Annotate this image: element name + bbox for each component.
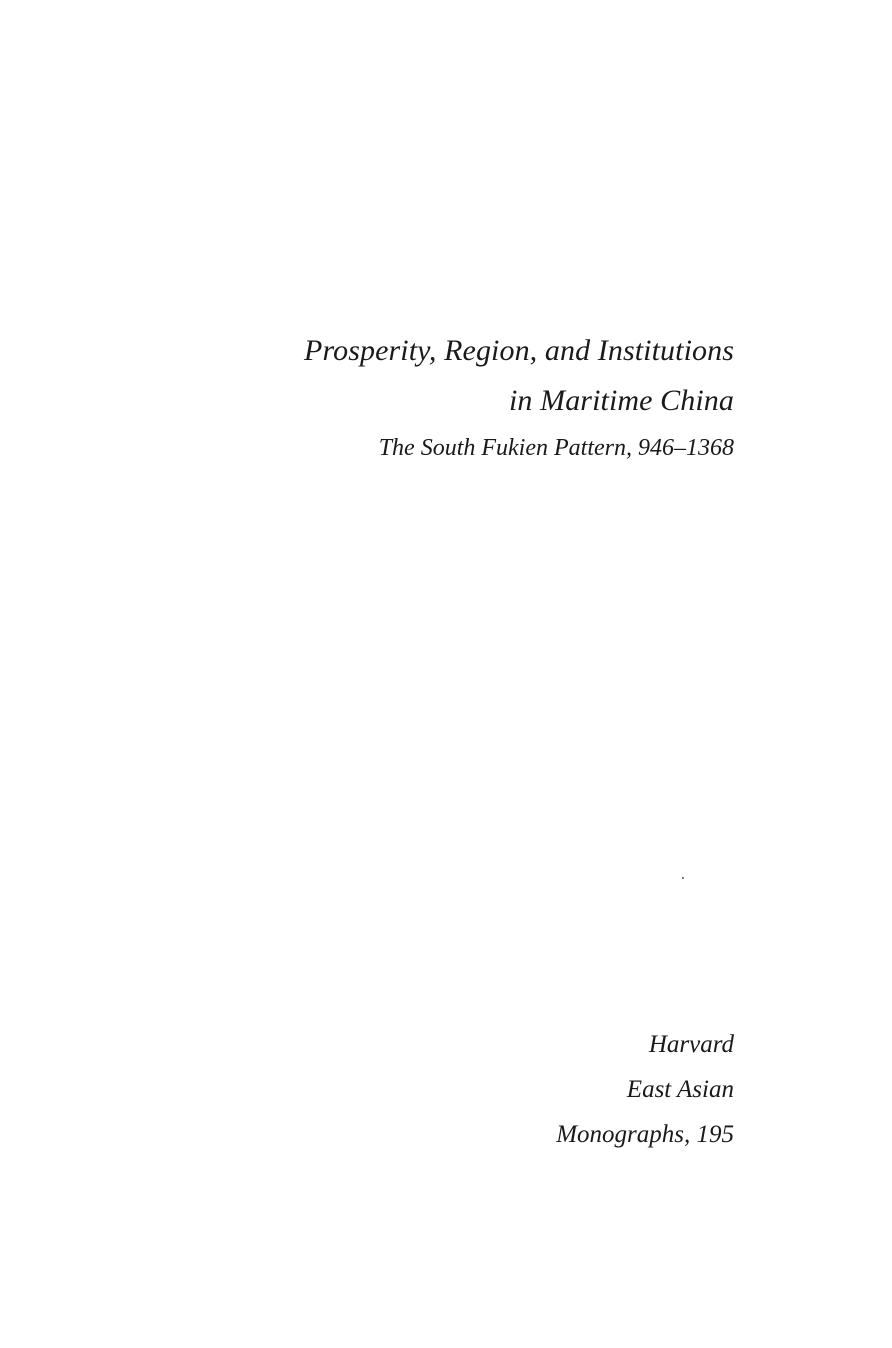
print-speck bbox=[682, 877, 684, 879]
book-title-line-2: in Maritime China bbox=[508, 384, 734, 417]
series-line-2: East Asian bbox=[626, 1076, 734, 1103]
book-subtitle: The South Fukien Pattern, 946–1368 bbox=[378, 435, 734, 461]
book-title-line-1: Prosperity, Region, and Institutions bbox=[304, 334, 734, 367]
series-imprint bbox=[556, 1022, 734, 1157]
book-title-block bbox=[304, 326, 734, 470]
series-line-3: Monographs, 195 bbox=[556, 1121, 734, 1148]
series-line-1: Harvard bbox=[648, 1031, 734, 1058]
